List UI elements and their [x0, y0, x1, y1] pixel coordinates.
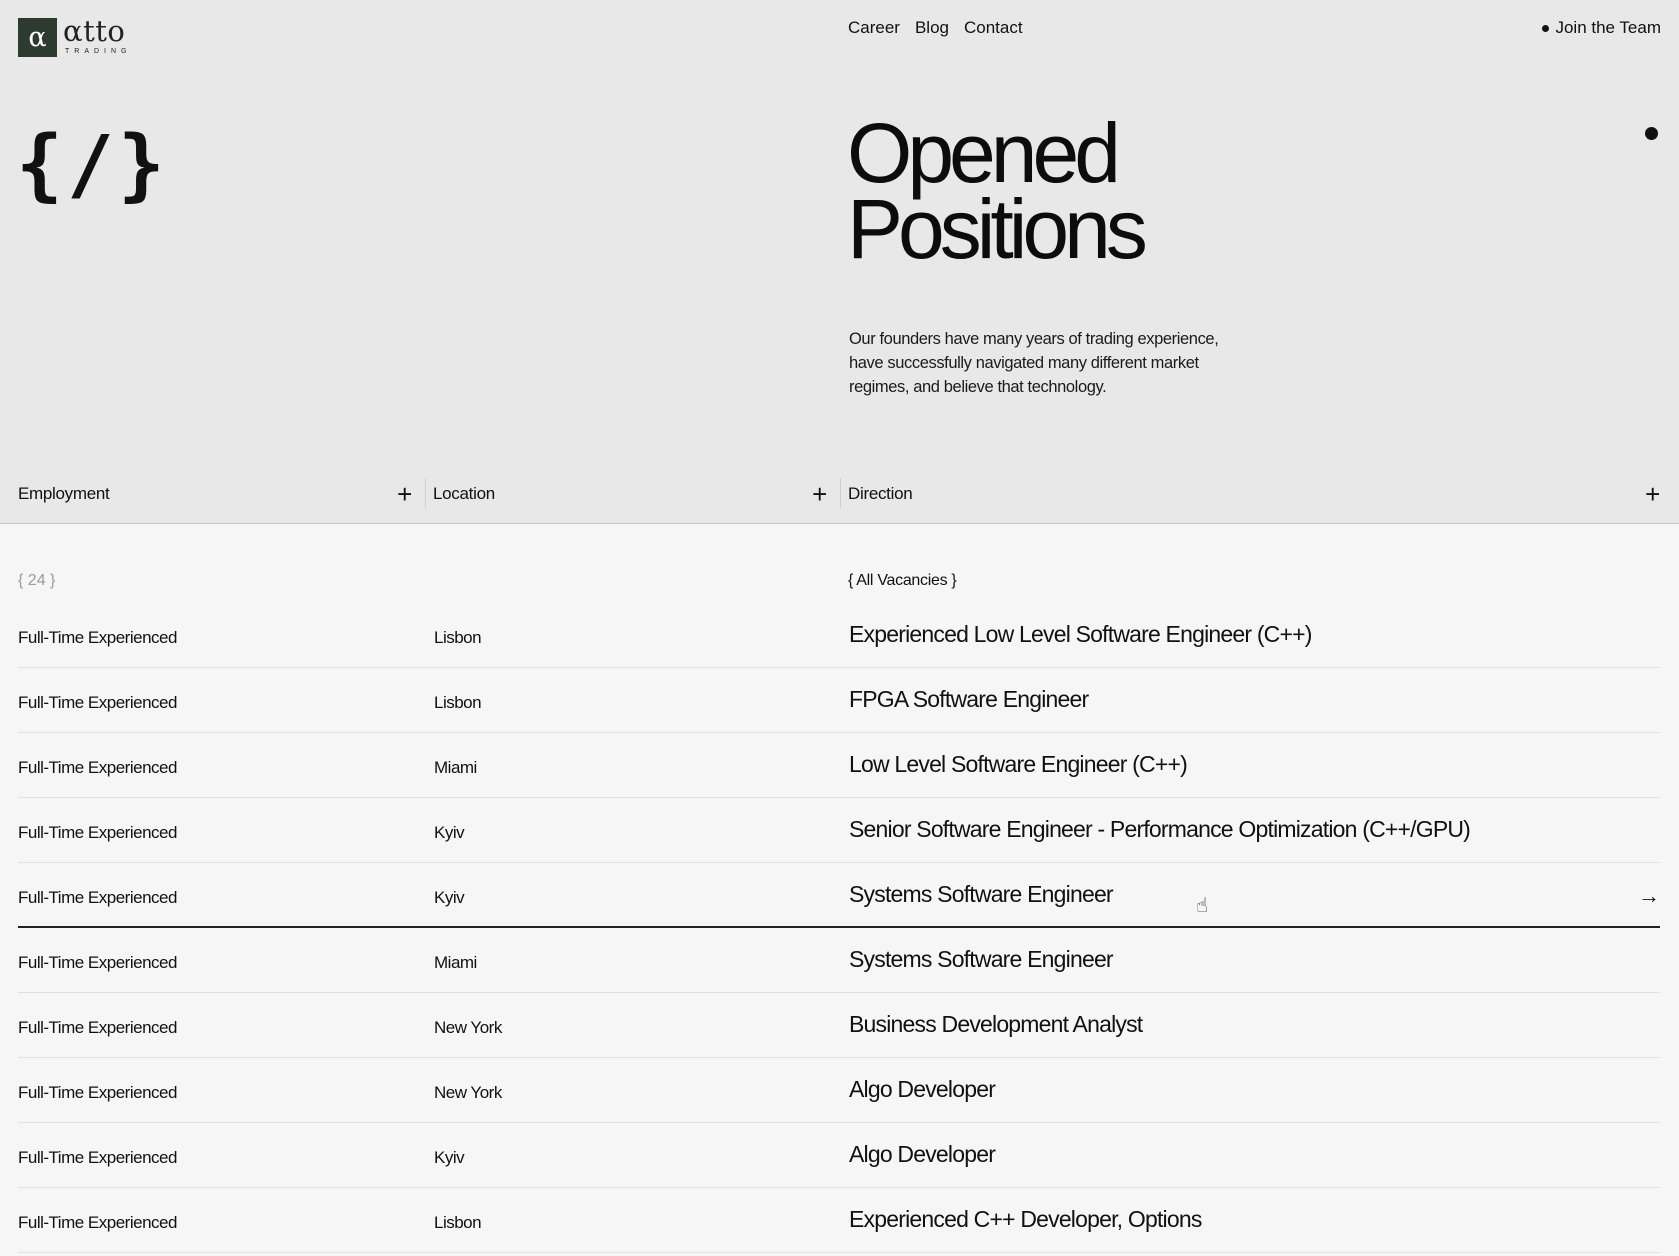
page-title-line2: Positions	[847, 182, 1143, 276]
logo-text	[63, 14, 132, 55]
vacancy-row[interactable]	[18, 993, 1660, 1058]
row-location: Miami	[434, 758, 477, 777]
row-location: Miami	[434, 953, 477, 972]
logo-subtitle: TRADING	[65, 48, 132, 55]
join-team-link[interactable]	[1542, 18, 1661, 38]
row-location: Lisbon	[434, 693, 482, 712]
direction-filter[interactable]	[848, 472, 1660, 516]
nav-contact-link[interactable]: Contact	[964, 18, 1023, 37]
nav-career-link[interactable]: Career	[848, 18, 900, 37]
row-position: Senior Software Engineer - Performance Optimization (C++/GPU)	[849, 816, 1471, 842]
intro-text: Our founders have many years of trading experience, have successfully navigated many different market regimes, and believe that technology.	[849, 330, 1219, 396]
filter-divider	[840, 478, 841, 508]
row-employment: Full-Time Experienced	[18, 1083, 177, 1102]
location-filter[interactable]	[433, 472, 827, 516]
page-title	[847, 106, 1143, 276]
row-location: Kyiv	[434, 888, 465, 907]
vacancy-row[interactable]	[18, 798, 1660, 863]
row-position: Business Development Analyst	[849, 1011, 1143, 1037]
main-nav	[848, 18, 1023, 38]
vacancy-list	[18, 603, 1660, 1253]
dot-icon	[1645, 127, 1658, 140]
row-position: Systems Software Engineer	[849, 946, 1113, 972]
page-title-line1: Opened	[847, 106, 1116, 200]
plus-icon: +	[1645, 479, 1660, 509]
row-position: Algo Developer	[849, 1076, 996, 1102]
logo-word: αtto	[63, 14, 126, 48]
employment-filter[interactable]	[18, 472, 412, 516]
logo[interactable]	[18, 14, 132, 57]
row-location: Kyiv	[434, 823, 465, 842]
row-employment: Full-Time Experienced	[18, 953, 177, 972]
row-employment: Full-Time Experienced	[18, 628, 177, 647]
row-employment: Full-Time Experienced	[18, 888, 177, 907]
logo-mark: α	[18, 18, 57, 57]
hero-section	[0, 0, 1679, 524]
nav-blog-link[interactable]: Blog	[914, 18, 949, 37]
location-filter-label: Location	[433, 484, 495, 503]
vacancy-row-hovered[interactable]	[18, 863, 1660, 928]
hand-pointer-icon: ☝	[1196, 895, 1209, 917]
plus-icon: +	[812, 479, 827, 509]
code-brackets-icon: {/}	[16, 120, 169, 210]
row-position: Experienced C++ Developer, Options	[849, 1206, 1202, 1232]
bullet-dot-icon	[1542, 25, 1549, 32]
vacancy-row[interactable]	[18, 1188, 1660, 1253]
vacancy-row[interactable]	[18, 928, 1660, 993]
row-location: Lisbon	[434, 628, 482, 647]
row-position: Experienced Low Level Software Engineer (C++)	[849, 621, 1312, 647]
join-team-label: Join the Team	[1555, 18, 1661, 37]
row-location: New York	[434, 1083, 502, 1102]
vacancy-row[interactable]	[18, 733, 1660, 798]
direction-filter-label: Direction	[848, 484, 913, 503]
all-vacancies-link[interactable]: { All Vacancies }	[848, 572, 957, 589]
row-location: Kyiv	[434, 1148, 465, 1167]
row-employment: Full-Time Experienced	[18, 758, 177, 777]
vacancy-row[interactable]	[18, 668, 1660, 733]
row-employment: Full-Time Experienced	[18, 1148, 177, 1167]
vacancy-count: { 24 }	[18, 572, 56, 589]
row-position: Algo Developer	[849, 1141, 996, 1167]
row-position: FPGA Software Engineer	[849, 686, 1089, 712]
vacancy-row[interactable]	[18, 603, 1660, 668]
row-employment: Full-Time Experienced	[18, 823, 177, 842]
vacancy-row[interactable]	[18, 1123, 1660, 1188]
plus-icon: +	[397, 479, 412, 509]
row-employment: Full-Time Experienced	[18, 1018, 177, 1037]
vacancy-row[interactable]	[18, 1058, 1660, 1123]
row-employment: Full-Time Experienced	[18, 1213, 177, 1232]
row-employment: Full-Time Experienced	[18, 693, 177, 712]
row-location: Lisbon	[434, 1213, 482, 1232]
row-position: Low Level Software Engineer (C++)	[849, 751, 1187, 777]
employment-filter-label: Employment	[18, 484, 110, 503]
arrow-right-icon[interactable]: →	[1638, 883, 1660, 908]
row-position: Systems Software Engineer	[849, 881, 1113, 907]
filter-divider	[425, 478, 426, 508]
row-location: New York	[434, 1018, 502, 1037]
